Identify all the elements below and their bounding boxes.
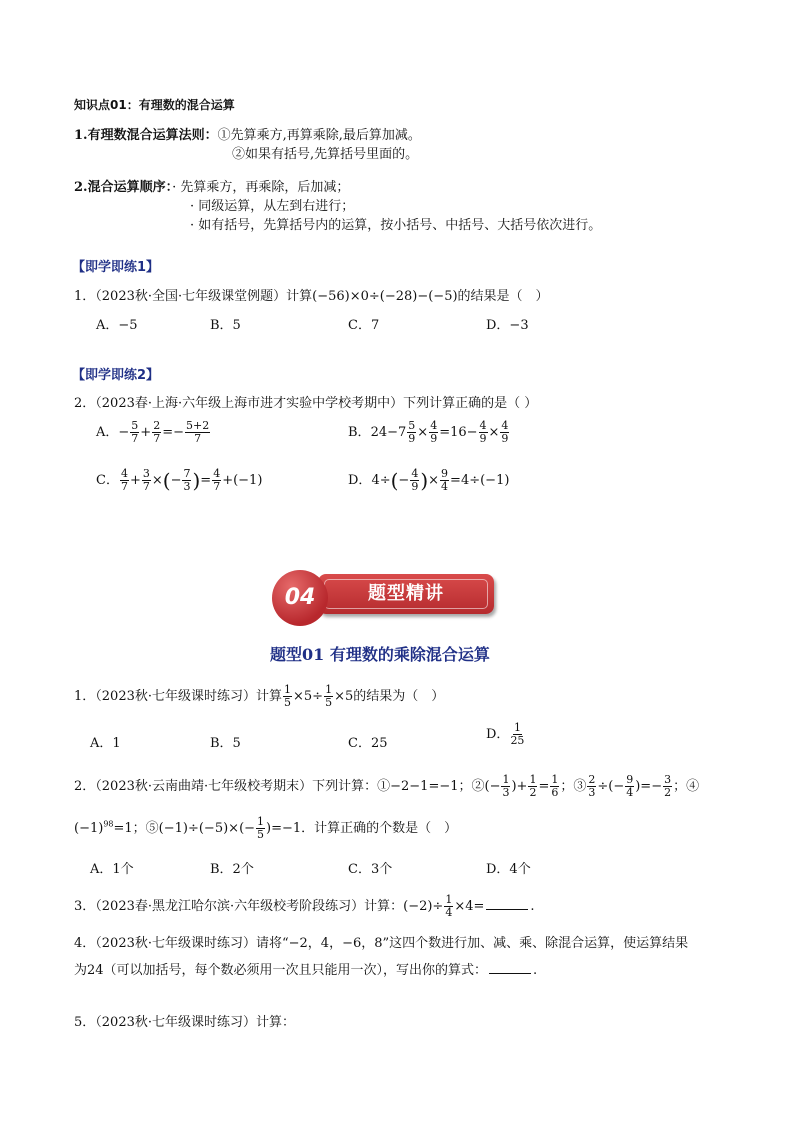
q2-option-b[interactable]: B．2个 [210,862,254,877]
q3-question: 3．（2023春·黑龙江哈尔滨·六年级校考阶段练习）计算：(−2)÷ $\frac{1}{4}$ ×4= . [74,893,535,919]
q2-prefix: 2．（2023秋·云南曲靖·七年级校考期末）下列计算：①−2−1=−1；② [74,779,485,794]
practice1-question [74,285,549,304]
practice1-option-a[interactable]: A．−5 [96,318,138,333]
practice2-question: 2．（2023春·上海·六年级上海市进才实验中学校考期中）下列计算正确的是（ ） [74,396,538,411]
rule2-label: 2.混合运算顺序： [74,180,173,195]
q1-prefix: 1．（2023秋·七年级课时练习）计算 [74,689,282,704]
q1-option-c[interactable]: C．25 [348,736,388,751]
q4-line2-text: 为24（可以加括号，每个数必须用一次且只能用一次），写出你的算式： [74,963,488,978]
q2-option-c[interactable]: C．3个 [348,862,393,877]
rule1 [74,124,421,143]
q1-suffix: 的结果为（ ） [353,689,445,704]
knowledge-title: 知识点01：有理数的混合运算 [74,98,235,112]
q2-question-line1: 2．（2023秋·云南曲靖·七年级校考期末）下列计算：①−2−1=−1；②(− $\frac{1}{3}$ )+ $\frac{1}{2}$ = $\frac{1}{6}$ ；③ $\frac{2}{3}$ ÷(− $\frac{9}{4}$ )=− $\frac{3}{2}$ ；④ [74,773,700,799]
q1-option-d-label: D． [486,727,510,742]
rule2-b: · 同级运算，从左到右进行； [190,199,355,214]
q1-question: 1．（2023秋·七年级课时练习）计算 $\frac{1}{5}$ ×5÷ $\frac{1}{5}$ ×5的结果为（ ） [74,683,445,709]
practice2-option-d[interactable]: D．4÷(− $\frac{4}{9}$ )× $\frac{9}{4}$ =4÷(−1) [348,467,510,493]
practice1-option-b[interactable]: B．5 [210,318,241,333]
banner-title: 题型精讲 [368,583,444,604]
q4-line1: 4．（2023秋·七年级课时练习）请将“−2，4，−6，8”这四个数进行加、减、乘、除混合运算，使运算结果 [74,936,689,951]
rule2-c: · 如有括号，先算括号内的运算，按小括号、中括号、大括号依次进行。 [190,218,602,233]
q2-option-d[interactable]: D．4个 [486,862,531,877]
q2-suffix: ．计算正确的个数是（ ） [301,821,458,836]
practice1-suffix: 的结果是（ ） [457,289,549,304]
practice1-option-d[interactable]: D．−3 [486,318,529,333]
practice2-option-b[interactable]: B．24−7 $\frac{5}{9}$ × $\frac{4}{9}$ =16− $\frac{4}{9}$ × $\frac{4}{9}$ [348,419,509,445]
practice2-option-c[interactable]: C． $\frac{4}{7}$ + $\frac{3}{7}$ ×(− $\frac{7}{3}$ )= $\frac{4}{7}$ +(−1) [96,467,263,493]
rule1-b: ②如果有括号,先算括号里面的。 [232,147,419,162]
practice1-option-c[interactable]: C．7 [348,318,380,333]
rule1-a: ①先算乘方,再算乘除,最后算加减。 [217,128,421,143]
q3-prefix: 3．（2023春·黑龙江哈尔滨·六年级校考阶段练习）计算： [74,899,404,914]
option-a-label: A． [96,425,119,440]
q2-option-a[interactable]: A．1个 [90,862,134,877]
practice1-expression: (−56)×0÷(−28)−(−5) [312,289,458,304]
option-d-label: D． [348,473,372,488]
option-c-label: C． [96,473,119,488]
section-banner [272,570,524,626]
q1-option-b[interactable]: B．5 [210,736,241,751]
practice2-option-a[interactable]: A．− $\frac{5}{7}$ + $\frac{2}{7}$ =− $\frac{5+2}{7}$ [96,419,210,445]
q4-suffix: . [533,963,538,978]
rule1-label: 1.有理数混合运算法则： [74,128,218,143]
q4-answer-blank[interactable] [489,972,531,974]
practice1-prefix: 1．（2023秋·全国·七年级课堂例题）计算 [74,289,313,304]
banner-number: 04 [284,585,316,610]
section-title: 题型01 有理数的乘除混合运算 [270,645,490,664]
option-b-label: B． [348,425,371,440]
q4-line2 [74,959,537,978]
q3-suffix: . [530,899,535,914]
practice1-heading: 【即学即练1】 [72,260,160,275]
q1-option-a[interactable]: A．1 [90,736,121,751]
q1-option-d[interactable]: D． $\frac{1}{25}$ [486,721,525,747]
q2-question-line2: $(-1)^{98}=1$；⑤(−1)÷(−5)×(− $\frac{1}{5}$ )=−1．计算正确的个数是（ ） [74,815,458,841]
rule2 [74,176,349,195]
rule2-a: · 先算乘方，再乘除，后加减； [172,180,350,195]
practice2-heading: 【即学即练2】 [72,368,160,383]
q3-answer-blank[interactable] [486,908,528,910]
q5-question: 5．（2023秋·七年级课时练习）计算： [74,1015,295,1030]
